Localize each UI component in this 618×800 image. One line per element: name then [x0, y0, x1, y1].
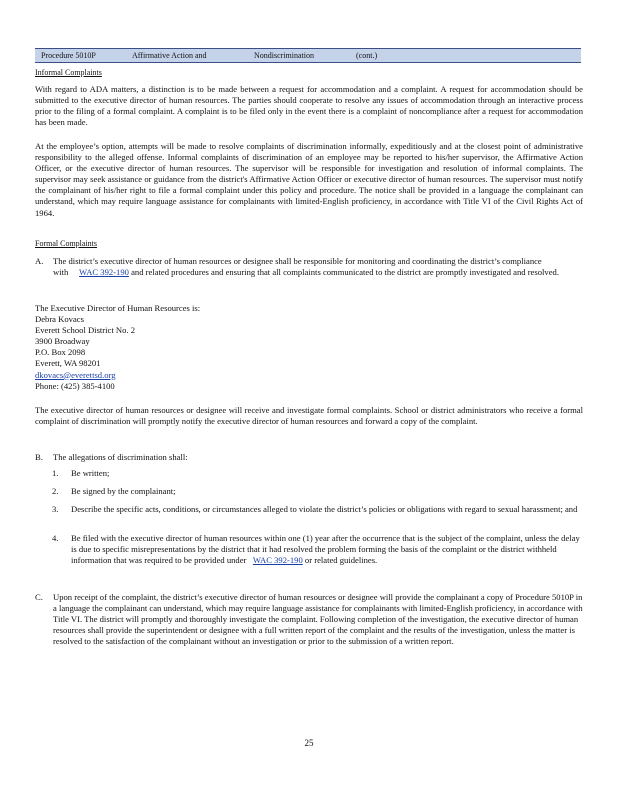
wac-392-190-link[interactable]: WAC 392-190 [79, 267, 129, 278]
wac-392-190-link-2[interactable]: WAC 392-190 [252, 555, 303, 566]
item-a-label: A. [35, 256, 44, 266]
procedure-title-part2: Nondiscrimination [254, 51, 314, 60]
formal-item-a [35, 256, 583, 278]
informal-resolution-paragraph: At the employee’s option, attempts will be made to resolve complaints of discrimination informally, expeditiously and at the closest point of administrative responsibility to the alleged offense. Informal complaints of discrimination of an employee may be reported to his/her supervisor, the Affirmative Action Officer, or the executive director of human resources. The supervisor will be responsible for investigation and resolution of informal complaints. The supervisor may seek assistance or guidance from the district's Affirmative Action Officer or executive director of human resources. The supervisor must notify the complainant of his/her right to file a formal complaint under this policy and procedure. The notice shall be provided in a language the complainant can understand, which may require language assistance for complainants with limited-English proficiency, in accordance with Title VI of the Civil Rights Act of 1964. [35, 141, 583, 218]
ada-paragraph: With regard to ADA matters, a distinction is to be made between a request for accommodation and a complaint. A request for accommodation should be submitted to the executive director of human resources. The parties should cooperate to resolve any issues of accommodation through an interactive process prior to the filing of a formal complaint. A complaint is to be filed only in the event there is a complaint of noncompliance after a request for accommodation has been made. [35, 84, 583, 128]
item-c-text: Upon receipt of the complaint, the district’s executive director of human resources or designee will provide the complainant a copy of Procedure 5010P in a language the complainant can understand, which may require language assistance for complainants with limited-English proficiency, in accordance with Title VI. The district will promptly and thoroughly investigate the complaint. Following completion of the investigation, the executive director of human resources shall provide the superintendent or designee with a full written report of the complaint and the results of the investigation, unless the matter is resolved to the satisfaction of the complainant without an investigation or prior to the submission of a written report. [53, 592, 583, 647]
contact-organization: Everett School District No. 2 [35, 325, 136, 336]
procedure-number: Procedure 5010P [41, 51, 96, 60]
procedure-header-bar [35, 48, 581, 63]
allegation-item-4: 4. Be filed with the executive director of human resources within one (1) year after the occurrence that is the subject of the complaint, unless the delay is due to specific misrepresentations by the district that it had resolved the problem forming the basis of the complaint or the district withheld information that was required to be provided under WAC 392-190 or related guidelines. [52, 533, 580, 566]
allegation-item-1: 1. Be written; [52, 468, 110, 478]
contact-name: Debra Kovacs [35, 314, 84, 325]
formal-item-c [35, 592, 583, 647]
contact-street: 3900 Broadway [35, 336, 90, 347]
contact-pobox: P.O. Box 2098 [35, 347, 86, 358]
informal-complaints-heading: Informal Complaints [35, 68, 102, 77]
hr-director-contact [35, 303, 200, 392]
contact-city: Everett, WA 98201 [35, 358, 101, 369]
receive-complaints-paragraph: The executive director of human resources or designee will receive and investigate formal complaints. School or district administrators who receive a formal complaint of discrimination will promptly notify the executive director of human resources and forward a copy of the complaint. [35, 405, 583, 427]
contact-email-link[interactable]: dkovacs@everettsd.org [35, 369, 116, 380]
contact-intro: The Executive Director of Human Resources is: [35, 303, 201, 313]
item-b-text: The allegations of discrimination shall: [53, 452, 188, 462]
contact-phone: Phone: (425) 385-4100 [35, 380, 115, 391]
allegation-item-2: 2. Be signed by the complainant; [52, 486, 176, 496]
item-b-label: B. [35, 452, 43, 462]
formal-complaints-heading: Formal Complaints [35, 239, 97, 248]
item-c-label: C. [35, 592, 43, 602]
item-a-text: The district’s executive director of human resources or designee shall be responsible for monitoring and coordinating the district’s compliance with WAC 392-190 and related procedures and ensuring that all complaints communicated to the district are promptly investigated and resolved. [53, 256, 559, 278]
page-number: 25 [304, 738, 314, 748]
formal-item-b [35, 452, 583, 463]
procedure-title-part1: Affirmative Action and [132, 51, 207, 60]
allegation-item-3: 3. Describe the specific acts, conditions, or circumstances alleged to violate the district’s policies or obligations with regard to sexual harassment; and [52, 504, 578, 514]
continued-label: (cont.) [356, 51, 378, 60]
